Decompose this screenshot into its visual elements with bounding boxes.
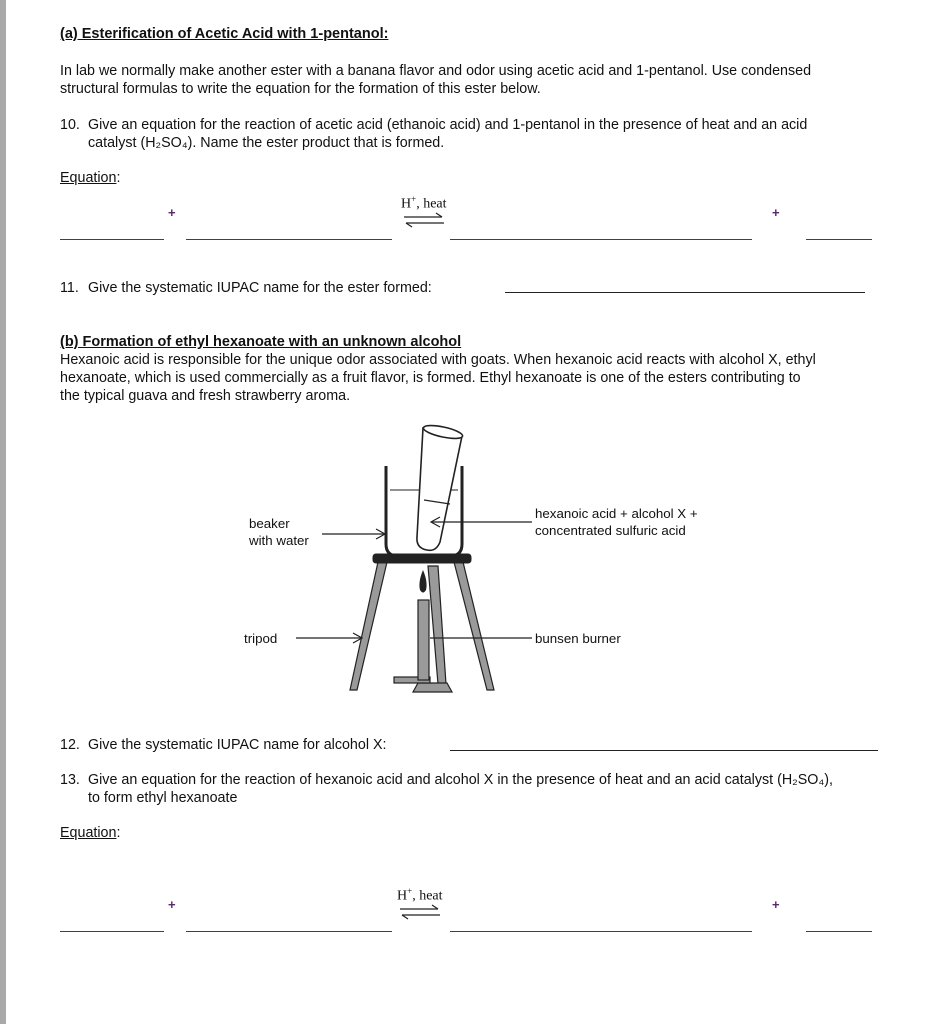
tripod-leg-middle xyxy=(428,566,446,684)
reaction-condition-b: H+, heat xyxy=(397,886,443,904)
answer-blank-reactant-2[interactable] xyxy=(186,931,392,932)
equilibrium-arrow-icon xyxy=(402,211,446,229)
q13-text-line-2: to form ethyl hexanoate xyxy=(88,790,238,806)
diagram-label-tube-1: hexanoic acid + alcohol X + xyxy=(535,506,698,521)
tripod-leg-right xyxy=(454,562,494,690)
apparatus-diagram xyxy=(240,418,660,703)
equilibrium-arrow-icon xyxy=(398,903,442,921)
answer-blank-product-1[interactable] xyxy=(450,931,752,932)
page-left-edge xyxy=(0,0,6,1024)
diagram-label-tube-2: concentrated sulfuric acid xyxy=(535,523,686,538)
plus-sign: + xyxy=(772,205,780,220)
reaction-condition-a: H+, heat xyxy=(401,194,447,212)
part-b-intro-line-3: the typical guava and fresh strawberry aroma. xyxy=(60,388,351,404)
equation-label-b: Equation: xyxy=(60,825,121,841)
answer-line-q12[interactable] xyxy=(450,750,878,751)
part-b-intro-line-1: Hexanoic acid is responsible for the unique odor associated with goats. When hexanoic acid reacts with alcohol X, ethyl xyxy=(60,352,816,368)
tripod-leg-left xyxy=(350,562,387,690)
q13-text-line-1: Give an equation for the reaction of hexanoic acid and alcohol X in the presence of heat and an acid catalyst (H₂SO₄), xyxy=(88,772,833,788)
q13-number: 13. xyxy=(60,772,80,788)
plus-sign: + xyxy=(168,205,176,220)
part-b-heading: (b) Formation of ethyl hexanoate with an unknown alcohol xyxy=(60,334,462,350)
q12-number: 12. xyxy=(60,737,80,753)
answer-blank-product-2[interactable] xyxy=(806,239,872,240)
q12-text: Give the systematic IUPAC name for alcohol X: xyxy=(88,737,387,753)
q10-text-line-1: Give an equation for the reaction of acetic acid (ethanoic acid) and 1-pentanol in the presence of heat and an acid xyxy=(88,117,808,133)
diagram-label-beaker-1: beaker xyxy=(249,516,290,531)
q10-number: 10. xyxy=(60,117,80,133)
part-a-intro-line-2: structural formulas to write the equation for the formation of this ester below. xyxy=(60,81,541,97)
answer-blank-product-2[interactable] xyxy=(806,931,872,932)
q11-number: 11. xyxy=(60,280,79,296)
answer-line-q11[interactable] xyxy=(505,292,865,293)
answer-blank-reactant-1[interactable] xyxy=(60,931,164,932)
flame-icon xyxy=(419,570,426,593)
part-a-heading: (a) Esterification of Acetic Acid with 1-pentanol: xyxy=(60,26,389,42)
part-a-intro-line-1: In lab we normally make another ester with a banana flavor and odor using acetic acid and 1-pentanol. Use condensed xyxy=(60,63,812,79)
answer-blank-product-1[interactable] xyxy=(450,239,752,240)
answer-blank-reactant-2[interactable] xyxy=(186,239,392,240)
q10-text-line-2: catalyst (H₂SO₄). Name the ester product that is formed. xyxy=(88,135,445,151)
diagram-label-tripod: tripod xyxy=(244,631,278,646)
diagram-label-bunsen-burner: bunsen burner xyxy=(535,631,621,646)
plus-sign: + xyxy=(772,897,780,912)
answer-blank-reactant-1[interactable] xyxy=(60,239,164,240)
q11-text: Give the systematic IUPAC name for the ester formed: xyxy=(88,280,432,296)
equation-label-a: Equation: xyxy=(60,170,121,186)
diagram-label-beaker-2: with water xyxy=(249,533,309,548)
plus-sign: + xyxy=(168,897,176,912)
part-b-intro-line-2: hexanoate, which is used commercially as a fruit flavor, is formed. Ethyl hexanoate is one of the esters contributing to xyxy=(60,370,801,386)
